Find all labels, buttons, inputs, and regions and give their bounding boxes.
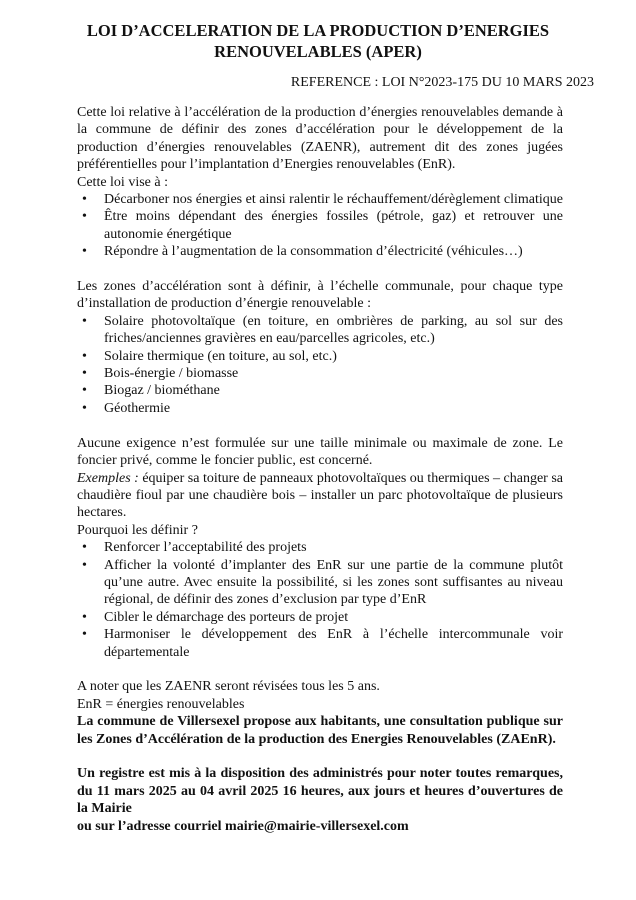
- examples-paragraph: [77, 470, 563, 522]
- list-item: • Biogaz / biométhane: [82, 383, 220, 399]
- consultation-notice: La commune de Villersexel propose aux habitants, une consultation publique sur les Zones d’Accélération de la production des Energies Renouvelables (ZAEnR).: [77, 714, 563, 747]
- list-item: • Solaire photovoltaïque (en toiture, en ombrières de parking, au sol sur des friches/anciennes gravières en eau/parcelles agricoles, etc.): [82, 313, 563, 347]
- list-item: • Solaire thermique (en toiture, au sol, etc.): [82, 348, 337, 364]
- bullet-icon: •: [82, 383, 87, 399]
- why-intro: Pourquoi les définir ?: [77, 522, 198, 538]
- intro-paragraph: Cette loi relative à l’accélération de la production d’énergies renouvelables demande à la commune de définir des zones d’accélération pour le développement de la production d’énergies renouvelables (ZAENR), autrement dit des zones jugées préférentielles pour l’implantation d’Energies renouvelables (EnR).: [77, 105, 563, 173]
- bullet-icon: •: [82, 609, 87, 625]
- examples-label: Exemples :: [77, 470, 139, 486]
- bullet-icon: •: [82, 244, 87, 260]
- bullet-icon: •: [82, 557, 87, 573]
- list-item: • Afficher la volonté d’implanter des EnR sur une partie de la commune plutôt qu’une autre. Avec ensuite la possibilité, si les zones sont suffisantes au niveau régional, de définir des zones d’exclusion par type d’EnR: [82, 557, 563, 608]
- reasons-list: [77, 539, 563, 661]
- list-item: • Bois-énergie / biomasse: [82, 366, 239, 382]
- title-line-1: LOI D’ACCELERATION DE LA PRODUCTION D’ENERGIES: [86, 21, 550, 40]
- list-item: • Répondre à l’augmentation de la consommation d’électricité (véhicules…): [82, 244, 523, 260]
- bullet-icon: •: [82, 209, 87, 225]
- bullet-icon: •: [82, 400, 87, 416]
- bullet-icon: •: [82, 313, 87, 329]
- aims-list: [77, 191, 563, 261]
- list-item: • Renforcer l’acceptabilité des projets: [82, 540, 307, 556]
- document-body: [77, 104, 563, 835]
- list-item: • Géothermie: [82, 400, 171, 416]
- list-item: • Être moins dépendant des énergies fossiles (pétrole, gaz) et retrouver une autonomie énergétique: [82, 209, 563, 242]
- law-reference: REFERENCE : LOI N°2023-175 DU 10 MARS 2023: [290, 75, 594, 90]
- aims-intro: Cette loi vise à :: [77, 174, 168, 190]
- bullet-icon: •: [82, 366, 87, 382]
- size-note: Aucune exigence n’est formulée sur une taille minimale ou maximale de zone. Le foncier privé, comme le foncier public, est concerné.: [77, 435, 563, 469]
- bullet-icon: •: [82, 348, 87, 364]
- bullet-icon: •: [82, 627, 87, 643]
- list-item: • Cibler le démarchage des porteurs de projet: [82, 609, 349, 625]
- examples-text: équiper sa toiture de panneaux photovoltaïques ou thermiques – changer sa chaudière fioul par une chaudière bois – installer un parc photovoltaïque de plusieurs hectares.: [77, 470, 563, 521]
- zone-types-list: [77, 313, 563, 417]
- document-title: [40, 20, 596, 62]
- bullet-icon: •: [82, 540, 87, 556]
- enr-definition: EnR = énergies renouvelables: [77, 696, 245, 712]
- title-line-2: RENOUVELABLES (APER): [214, 42, 422, 61]
- list-item: • Décarboner nos énergies et ainsi ralentir le réchauffement/dérèglement climatique: [82, 192, 563, 208]
- revision-note: A noter que les ZAENR seront révisées tous les 5 ans.: [77, 679, 380, 695]
- bullet-icon: •: [82, 192, 87, 208]
- email-line: ou sur l’adresse courriel mairie@mairie-villersexel.com: [77, 818, 409, 834]
- register-notice: Un registre est mis à la disposition des administrés pour noter toutes remarques, du 11 mars 2025 au 04 avril 2025 16 heures, aux jours et heures d’ouvertures de la Mairie: [77, 766, 563, 817]
- zones-intro: Les zones d’accélération sont à définir, à l’échelle communale, pour chaque type d’installation de production d’énergie renouvelable :: [77, 279, 563, 312]
- list-item: • Harmoniser le développement des EnR à l’échelle intercommunale voir départementale: [82, 627, 563, 660]
